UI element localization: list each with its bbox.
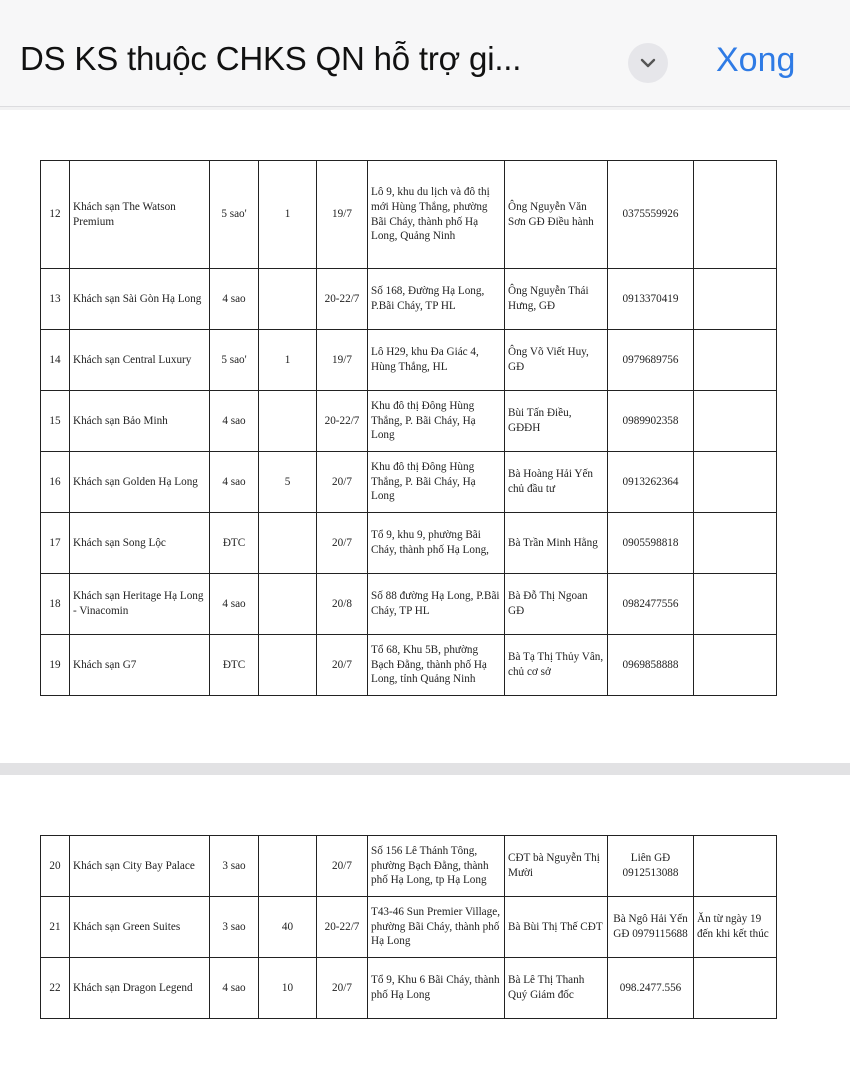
phone-cell: 0969858888	[608, 635, 694, 696]
hotel-name-cell: Khách sạn Green Suites	[70, 897, 210, 958]
address-cell: Lô H29, khu Đa Giác 4, Hùng Thắng, HL	[368, 330, 505, 391]
date-cell: 19/7	[317, 330, 368, 391]
phone-cell: 098.2477.556	[608, 958, 694, 1019]
phone-cell: 0982477556	[608, 574, 694, 635]
hotel-rank-cell: 4 sao	[210, 958, 259, 1019]
phone-cell: 0913262364	[608, 452, 694, 513]
document-page-1	[0, 110, 850, 763]
hotel-rank-cell: 4 sao	[210, 269, 259, 330]
address-cell: Khu đô thị Đông Hùng Thắng, P. Bãi Cháy, Hạ Long	[368, 452, 505, 513]
date-cell: 20/7	[317, 513, 368, 574]
address-cell: T43-46 Sun Premier Village, phường Bãi Cháy, thành phố Hạ Long	[368, 897, 505, 958]
quantity-cell: 40	[259, 897, 317, 958]
title-menu-button[interactable]	[628, 43, 668, 83]
hotel-rank-cell: 3 sao	[210, 836, 259, 897]
note-cell	[694, 269, 777, 330]
date-cell: 20-22/7	[317, 269, 368, 330]
hotel-rank-cell: 4 sao	[210, 452, 259, 513]
document-page-2	[0, 775, 850, 1080]
note-cell	[694, 635, 777, 696]
hotel-rank-cell: 4 sao	[210, 391, 259, 452]
note-cell	[694, 574, 777, 635]
hotel-name-cell: Khách sạn Central Luxury	[70, 330, 210, 391]
contact-person-cell: Bà Đỗ Thị Ngoan GĐ	[505, 574, 608, 635]
row-number-cell: 21	[41, 897, 70, 958]
quantity-cell: 1	[259, 330, 317, 391]
date-cell: 20-22/7	[317, 391, 368, 452]
table-row	[41, 574, 777, 635]
phone-cell: 0913370419	[608, 269, 694, 330]
note-cell	[694, 513, 777, 574]
hotel-name-cell: Khách sạn City Bay Palace	[70, 836, 210, 897]
row-number-cell: 22	[41, 958, 70, 1019]
hotel-name-cell: Khách sạn Bảo Minh	[70, 391, 210, 452]
contact-person-cell: Bà Lê Thị Thanh Quý Giám đốc	[505, 958, 608, 1019]
contact-person-cell: Bà Bùi Thị Thế CĐT	[505, 897, 608, 958]
hotel-rank-cell: 5 sao'	[210, 330, 259, 391]
note-cell	[694, 161, 777, 269]
hotel-rank-cell: 5 sao'	[210, 161, 259, 269]
row-number-cell: 20	[41, 836, 70, 897]
address-cell: Khu đô thị Đông Hùng Thắng, P. Bãi Cháy, Hạ Long	[368, 391, 505, 452]
note-cell	[694, 836, 777, 897]
row-number-cell: 13	[41, 269, 70, 330]
hotel-name-cell: Khách sạn Sài Gòn Hạ Long	[70, 269, 210, 330]
phone-cell: Liên GĐ 0912513088	[608, 836, 694, 897]
table-row	[41, 161, 777, 269]
note-cell	[694, 958, 777, 1019]
phone-cell: 0989902358	[608, 391, 694, 452]
phone-cell: 0905598818	[608, 513, 694, 574]
row-number-cell: 14	[41, 330, 70, 391]
phone-cell: 0375559926	[608, 161, 694, 269]
table-row	[41, 330, 777, 391]
hotel-rank-cell: 3 sao	[210, 897, 259, 958]
row-number-cell: 17	[41, 513, 70, 574]
hotel-name-cell: Khách sạn Golden Hạ Long	[70, 452, 210, 513]
hotel-name-cell: Khách sạn Song Lộc	[70, 513, 210, 574]
done-button[interactable]: Xong	[716, 41, 796, 79]
address-cell: Tổ 9, Khu 6 Bãi Cháy, thành phố Hạ Long	[368, 958, 505, 1019]
table-row	[41, 635, 777, 696]
contact-person-cell: Bà Tạ Thị Thủy Vân, chủ cơ sở	[505, 635, 608, 696]
contact-person-cell: Bùi Tấn Điều, GĐĐH	[505, 391, 608, 452]
date-cell: 20/7	[317, 958, 368, 1019]
phone-cell: Bà Ngô Hải Yến GĐ 0979115688	[608, 897, 694, 958]
phone-cell: 0979689756	[608, 330, 694, 391]
table-row	[41, 452, 777, 513]
quantity-cell: 5	[259, 452, 317, 513]
table-row	[41, 897, 777, 958]
quantity-cell	[259, 513, 317, 574]
quantity-cell	[259, 635, 317, 696]
row-number-cell: 12	[41, 161, 70, 269]
address-cell: Số 88 đường Hạ Long, P.Bãi Cháy, TP HL	[368, 574, 505, 635]
hotel-table-page-1	[40, 160, 777, 696]
date-cell: 20/8	[317, 574, 368, 635]
date-cell: 19/7	[317, 161, 368, 269]
quantity-cell	[259, 269, 317, 330]
contact-person-cell: Bà Trần Minh Hằng	[505, 513, 608, 574]
address-cell: Tổ 68, Khu 5B, phường Bạch Đằng, thành phố Hạ Long, tỉnh Quảng Ninh	[368, 635, 505, 696]
date-cell: 20/7	[317, 635, 368, 696]
note-cell	[694, 330, 777, 391]
table-row	[41, 513, 777, 574]
date-cell: 20/7	[317, 836, 368, 897]
hotel-name-cell: Khách sạn G7	[70, 635, 210, 696]
date-cell: 20/7	[317, 452, 368, 513]
quantity-cell	[259, 836, 317, 897]
address-cell: Số 168, Đường Hạ Long, P.Bãi Cháy, TP HL	[368, 269, 505, 330]
contact-person-cell: Ông Nguyễn Thái Hưng, GĐ	[505, 269, 608, 330]
table-row	[41, 269, 777, 330]
table-row	[41, 391, 777, 452]
hotel-table-page-2	[40, 835, 777, 1019]
row-number-cell: 18	[41, 574, 70, 635]
hotel-name-cell: Khách sạn Heritage Hạ Long - Vinacomin	[70, 574, 210, 635]
contact-person-cell: Ông Võ Viết Huy, GĐ	[505, 330, 608, 391]
page-separator	[0, 763, 850, 775]
note-cell: Ăn từ ngày 19 đến khi kết thúc	[694, 897, 777, 958]
row-number-cell: 15	[41, 391, 70, 452]
date-cell: 20-22/7	[317, 897, 368, 958]
address-cell: Số 156 Lê Thánh Tông, phường Bạch Đằng, thành phố Hạ Long, tp Hạ Long	[368, 836, 505, 897]
address-cell: Lô 9, khu du lịch và đô thị mới Hùng Thắng, phường Bãi Cháy, thành phố Hạ Long, Quảng Ninh	[368, 161, 505, 269]
document-title[interactable]: DS KS thuộc CHKS QN hỗ trợ gi...	[20, 40, 522, 77]
table-row	[41, 958, 777, 1019]
hotel-rank-cell: ĐTC	[210, 635, 259, 696]
hotel-rank-cell: ĐTC	[210, 513, 259, 574]
hotel-name-cell: Khách sạn Dragon Legend	[70, 958, 210, 1019]
nav-bar	[0, 0, 850, 107]
quantity-cell: 10	[259, 958, 317, 1019]
quantity-cell: 1	[259, 161, 317, 269]
note-cell	[694, 391, 777, 452]
note-cell	[694, 452, 777, 513]
hotel-name-cell: Khách sạn The Watson Premium	[70, 161, 210, 269]
table-row	[41, 836, 777, 897]
row-number-cell: 16	[41, 452, 70, 513]
chevron-down-icon	[640, 57, 656, 69]
row-number-cell: 19	[41, 635, 70, 696]
contact-person-cell: Bà Hoàng Hải Yến chủ đầu tư	[505, 452, 608, 513]
hotel-rank-cell: 4 sao	[210, 574, 259, 635]
address-cell: Tổ 9, khu 9, phường Bãi Cháy, thành phố Hạ Long,	[368, 513, 505, 574]
quantity-cell	[259, 391, 317, 452]
contact-person-cell: Ông Nguyễn Văn Sơn GĐ Điều hành	[505, 161, 608, 269]
contact-person-cell: CĐT bà Nguyễn Thị Mười	[505, 836, 608, 897]
quantity-cell	[259, 574, 317, 635]
